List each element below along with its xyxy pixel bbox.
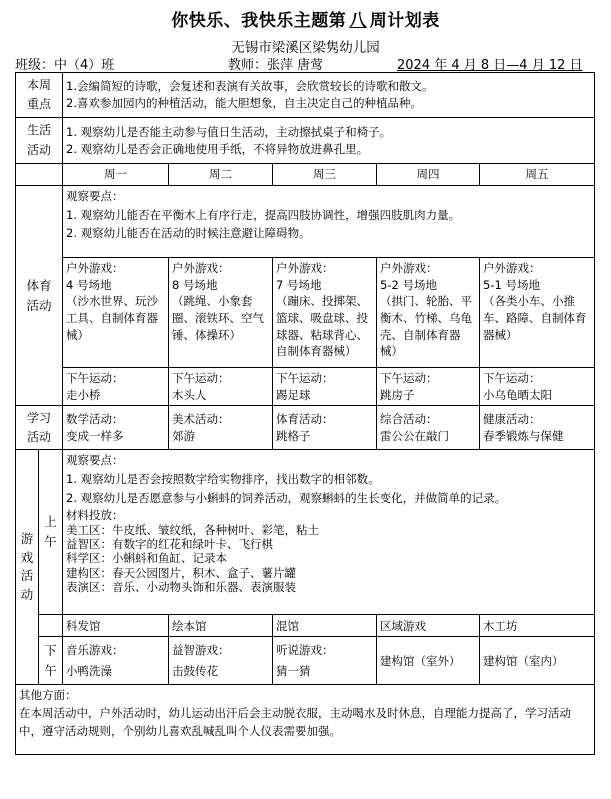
outdoor-content: （沙水世界、玩沙工具、自制体育器械） xyxy=(66,294,159,342)
pe-label: 体育活动 xyxy=(26,277,52,313)
learning-title: 综合活动： xyxy=(380,412,438,427)
outdoor-game-fri xyxy=(480,258,595,368)
material-item: 科学区：小蝌蚪和鱼缸、记录本 xyxy=(66,551,228,566)
learning-thu xyxy=(377,406,480,450)
afternoon-title: 下午运动： xyxy=(380,371,438,385)
pe-observe-cell xyxy=(63,186,595,258)
pe-observe-item: 2. 观察幼儿能否在活动的时候注意避让障碍物。 xyxy=(66,226,311,241)
life-item: 1. 观察幼儿是否能主动参与值日生活动，主动擦拭桌子和椅子。 xyxy=(66,124,392,139)
outdoor-title: 户外游戏： xyxy=(172,261,230,275)
learning-tue xyxy=(169,406,273,450)
other-text: 在本周活动中，户外活动时，幼儿运动出汗后会主动脱衣服，主动喝水及时休息，自理能力提高了，学习活动中，遵守活动规则，个别幼儿喜欢乱喊乱叫个人仪表需要加强。 xyxy=(19,706,571,739)
afternoon-game-name: 建构馆（室外） xyxy=(380,653,461,668)
teachers-label: 教师：张萍 唐莺 xyxy=(228,58,324,73)
learning-title: 美术活动： xyxy=(172,412,230,427)
afternoon-game: 小乌龟晒太阳 xyxy=(483,387,553,402)
learning-title: 数学活动： xyxy=(66,412,124,427)
morning-label-cell xyxy=(39,450,63,615)
pe-label-cell xyxy=(16,186,63,406)
hall-item: 混馆 xyxy=(273,615,377,637)
outdoor-place: 5-2 号场地 xyxy=(380,277,437,292)
morning-label: 上午 xyxy=(44,514,57,550)
afternoon-sport-tue xyxy=(169,368,273,406)
outdoor-game-wed xyxy=(273,258,377,368)
days-corner-cell xyxy=(16,164,63,186)
afternoon-game-title: 音乐游戏： xyxy=(66,643,124,658)
title-suffix: 周计划表 xyxy=(369,11,440,31)
school-name: 无锡市梁溪区梁隽幼儿园 xyxy=(231,40,380,56)
learning-name: 郊游 xyxy=(172,428,196,443)
week-number: 八 xyxy=(349,11,367,31)
life-item: 2. 观察幼儿是否会正确地使用手纸，不将异物放进鼻孔里。 xyxy=(66,141,369,156)
outdoor-game-mon xyxy=(63,258,169,368)
other-title: 其他方面： xyxy=(19,688,77,703)
afternoon-title: 下午运动： xyxy=(66,371,124,385)
afternoon-title: 下午运动： xyxy=(276,371,334,385)
learning-name: 变成一样多 xyxy=(66,428,124,443)
outdoor-game-tue xyxy=(169,258,273,368)
game-observe-title: 观察要点： xyxy=(66,453,124,468)
day-header-thu: 周四 xyxy=(377,164,480,186)
afternoon-game-fri xyxy=(480,637,595,685)
outdoor-place: 5-1 号场地 xyxy=(483,277,540,292)
hall-item: 区域游戏 xyxy=(377,615,480,637)
day-header-fri: 周五 xyxy=(480,164,595,186)
learning-title: 体育活动： xyxy=(276,412,334,427)
learning-title: 健康活动： xyxy=(483,412,541,427)
outdoor-content: （蹦床、投掷架、篮球、吸盘球、投球器、粘球背心、自制体育器械） xyxy=(276,294,369,359)
focus-item: 2.喜欢参加园内的种植活动，能大胆想象，自主决定自己的种植品种。 xyxy=(66,96,422,110)
material-item: 美工区：牛皮纸、皱纹纸，各种树叶、彩笔，粘土 xyxy=(66,522,320,537)
learning-label-cell xyxy=(16,406,63,450)
afternoon-game-name: 击鼓传花 xyxy=(172,663,219,678)
pe-observe-item: 1. 观察幼儿能否在平衡木上有序行走，提高四肢协调性，增强四肢肌肉力量。 xyxy=(66,207,461,222)
afternoon-game-wed xyxy=(273,637,377,685)
afternoon-sport-wed xyxy=(273,368,377,406)
game-observe-item: 1. 观察幼儿是否会按照数字给实物排序，找出数字的相邻数。 xyxy=(66,472,380,487)
outdoor-content: （跳绳、小象套圈、滚铁环、空气锤、体操环） xyxy=(172,294,265,342)
outdoor-title: 户外游戏： xyxy=(380,261,438,275)
day-header-tue: 周二 xyxy=(169,164,273,186)
focus-cell xyxy=(63,73,595,118)
learning-name: 雷公公在敲门 xyxy=(380,428,450,443)
game-observe-item: 2. 观察幼儿是否愿意参与小蝌蚪的饲养活动，观察蝌蚪的生长变化，并做简单的记录。 xyxy=(66,490,507,505)
focus-label-cell xyxy=(16,73,63,118)
other-cell xyxy=(16,685,595,755)
day-header-wed: 周三 xyxy=(273,164,377,186)
afternoon-game: 踢足球 xyxy=(276,387,311,402)
halls-spacer xyxy=(39,615,63,637)
afternoon-title: 下午运动： xyxy=(483,371,541,385)
info-bar xyxy=(0,54,611,72)
game-morning-cell xyxy=(63,450,595,615)
outdoor-place: 8 号场地 xyxy=(172,277,218,292)
plan-table xyxy=(15,72,595,755)
afternoon-sport-fri xyxy=(480,368,595,406)
learning-mon xyxy=(63,406,169,450)
focus-item: 1.会编简短的诗歌，会复述和表演有关故事，会欣赏较长的诗歌和散文。 xyxy=(66,79,434,94)
afternoon-game-name: 小鸭洗澡 xyxy=(66,663,113,678)
afternoon-sport-thu xyxy=(377,368,480,406)
outdoor-title: 户外游戏： xyxy=(66,261,124,275)
afternoon-sport-mon xyxy=(63,368,169,406)
afternoon-game-tue xyxy=(169,637,273,685)
afternoon-game-name: 建构馆（室内） xyxy=(483,653,564,668)
afternoon-game: 木头人 xyxy=(172,387,207,402)
title-prefix: 你快乐、我快乐主题第 xyxy=(171,11,347,31)
hall-item: 木工坊 xyxy=(480,615,595,637)
life-label-cell xyxy=(16,118,63,164)
date-range: 2024 年 4 月 8 日—4 月 12 日 xyxy=(397,58,583,73)
afternoon-game: 走小桥 xyxy=(66,387,101,402)
afternoon-game-mon xyxy=(63,637,169,685)
outdoor-place: 4 号场地 xyxy=(66,277,112,292)
material-item: 建构区：春天公园图片，积木、盒子、薯片罐 xyxy=(66,565,297,580)
day-header-mon: 周一 xyxy=(63,164,169,186)
outdoor-title: 户外游戏： xyxy=(276,261,334,275)
outdoor-title: 户外游戏： xyxy=(483,261,541,275)
material-item: 表演区：音乐、小动物头饰和乐器、表演服装 xyxy=(66,580,297,595)
game-label-cell xyxy=(16,450,39,685)
afternoon-game-title: 听说游戏： xyxy=(276,643,334,658)
life-label: 生活活动 xyxy=(27,123,52,157)
hall-item: 绘本馆 xyxy=(169,615,273,637)
learning-name: 跳格子 xyxy=(276,428,311,443)
afternoon-game-name: 猜一猜 xyxy=(276,663,311,678)
learning-fri xyxy=(480,406,595,450)
hall-item: 科发馆 xyxy=(63,615,169,637)
pe-observe-title: 观察要点： xyxy=(66,189,124,203)
afternoon-game: 跳房子 xyxy=(380,387,415,402)
learning-wed xyxy=(273,406,377,450)
afternoon-label: 下午 xyxy=(44,642,57,678)
afternoon-game-title: 益智游戏： xyxy=(172,643,230,658)
game-label: 游戏活动 xyxy=(20,530,34,603)
learning-name: 春季锻炼与保健 xyxy=(483,428,564,443)
class-label: 班级：中（4）班 xyxy=(15,58,115,73)
material-item: 益智区：有数字的红花和绿叶卡、飞行棋 xyxy=(66,537,274,552)
focus-label: 本周重点 xyxy=(27,77,52,111)
afternoon-title: 下午运动： xyxy=(172,371,230,385)
outdoor-game-thu xyxy=(377,258,480,368)
page-title xyxy=(0,6,611,31)
afternoon-game-thu xyxy=(377,637,480,685)
afternoon-label-cell xyxy=(39,637,63,685)
learning-label: 学习活动 xyxy=(27,410,52,444)
outdoor-content: （拱门、轮胎、平衡木、竹梯、乌龟壳、自制体育器械） xyxy=(380,294,473,359)
life-cell xyxy=(63,118,595,164)
outdoor-place: 7 号场地 xyxy=(276,277,322,292)
materials-title: 材料投放： xyxy=(66,508,124,523)
outdoor-content: （各类小车、小推车、路障、自制体育器械） xyxy=(483,294,587,342)
